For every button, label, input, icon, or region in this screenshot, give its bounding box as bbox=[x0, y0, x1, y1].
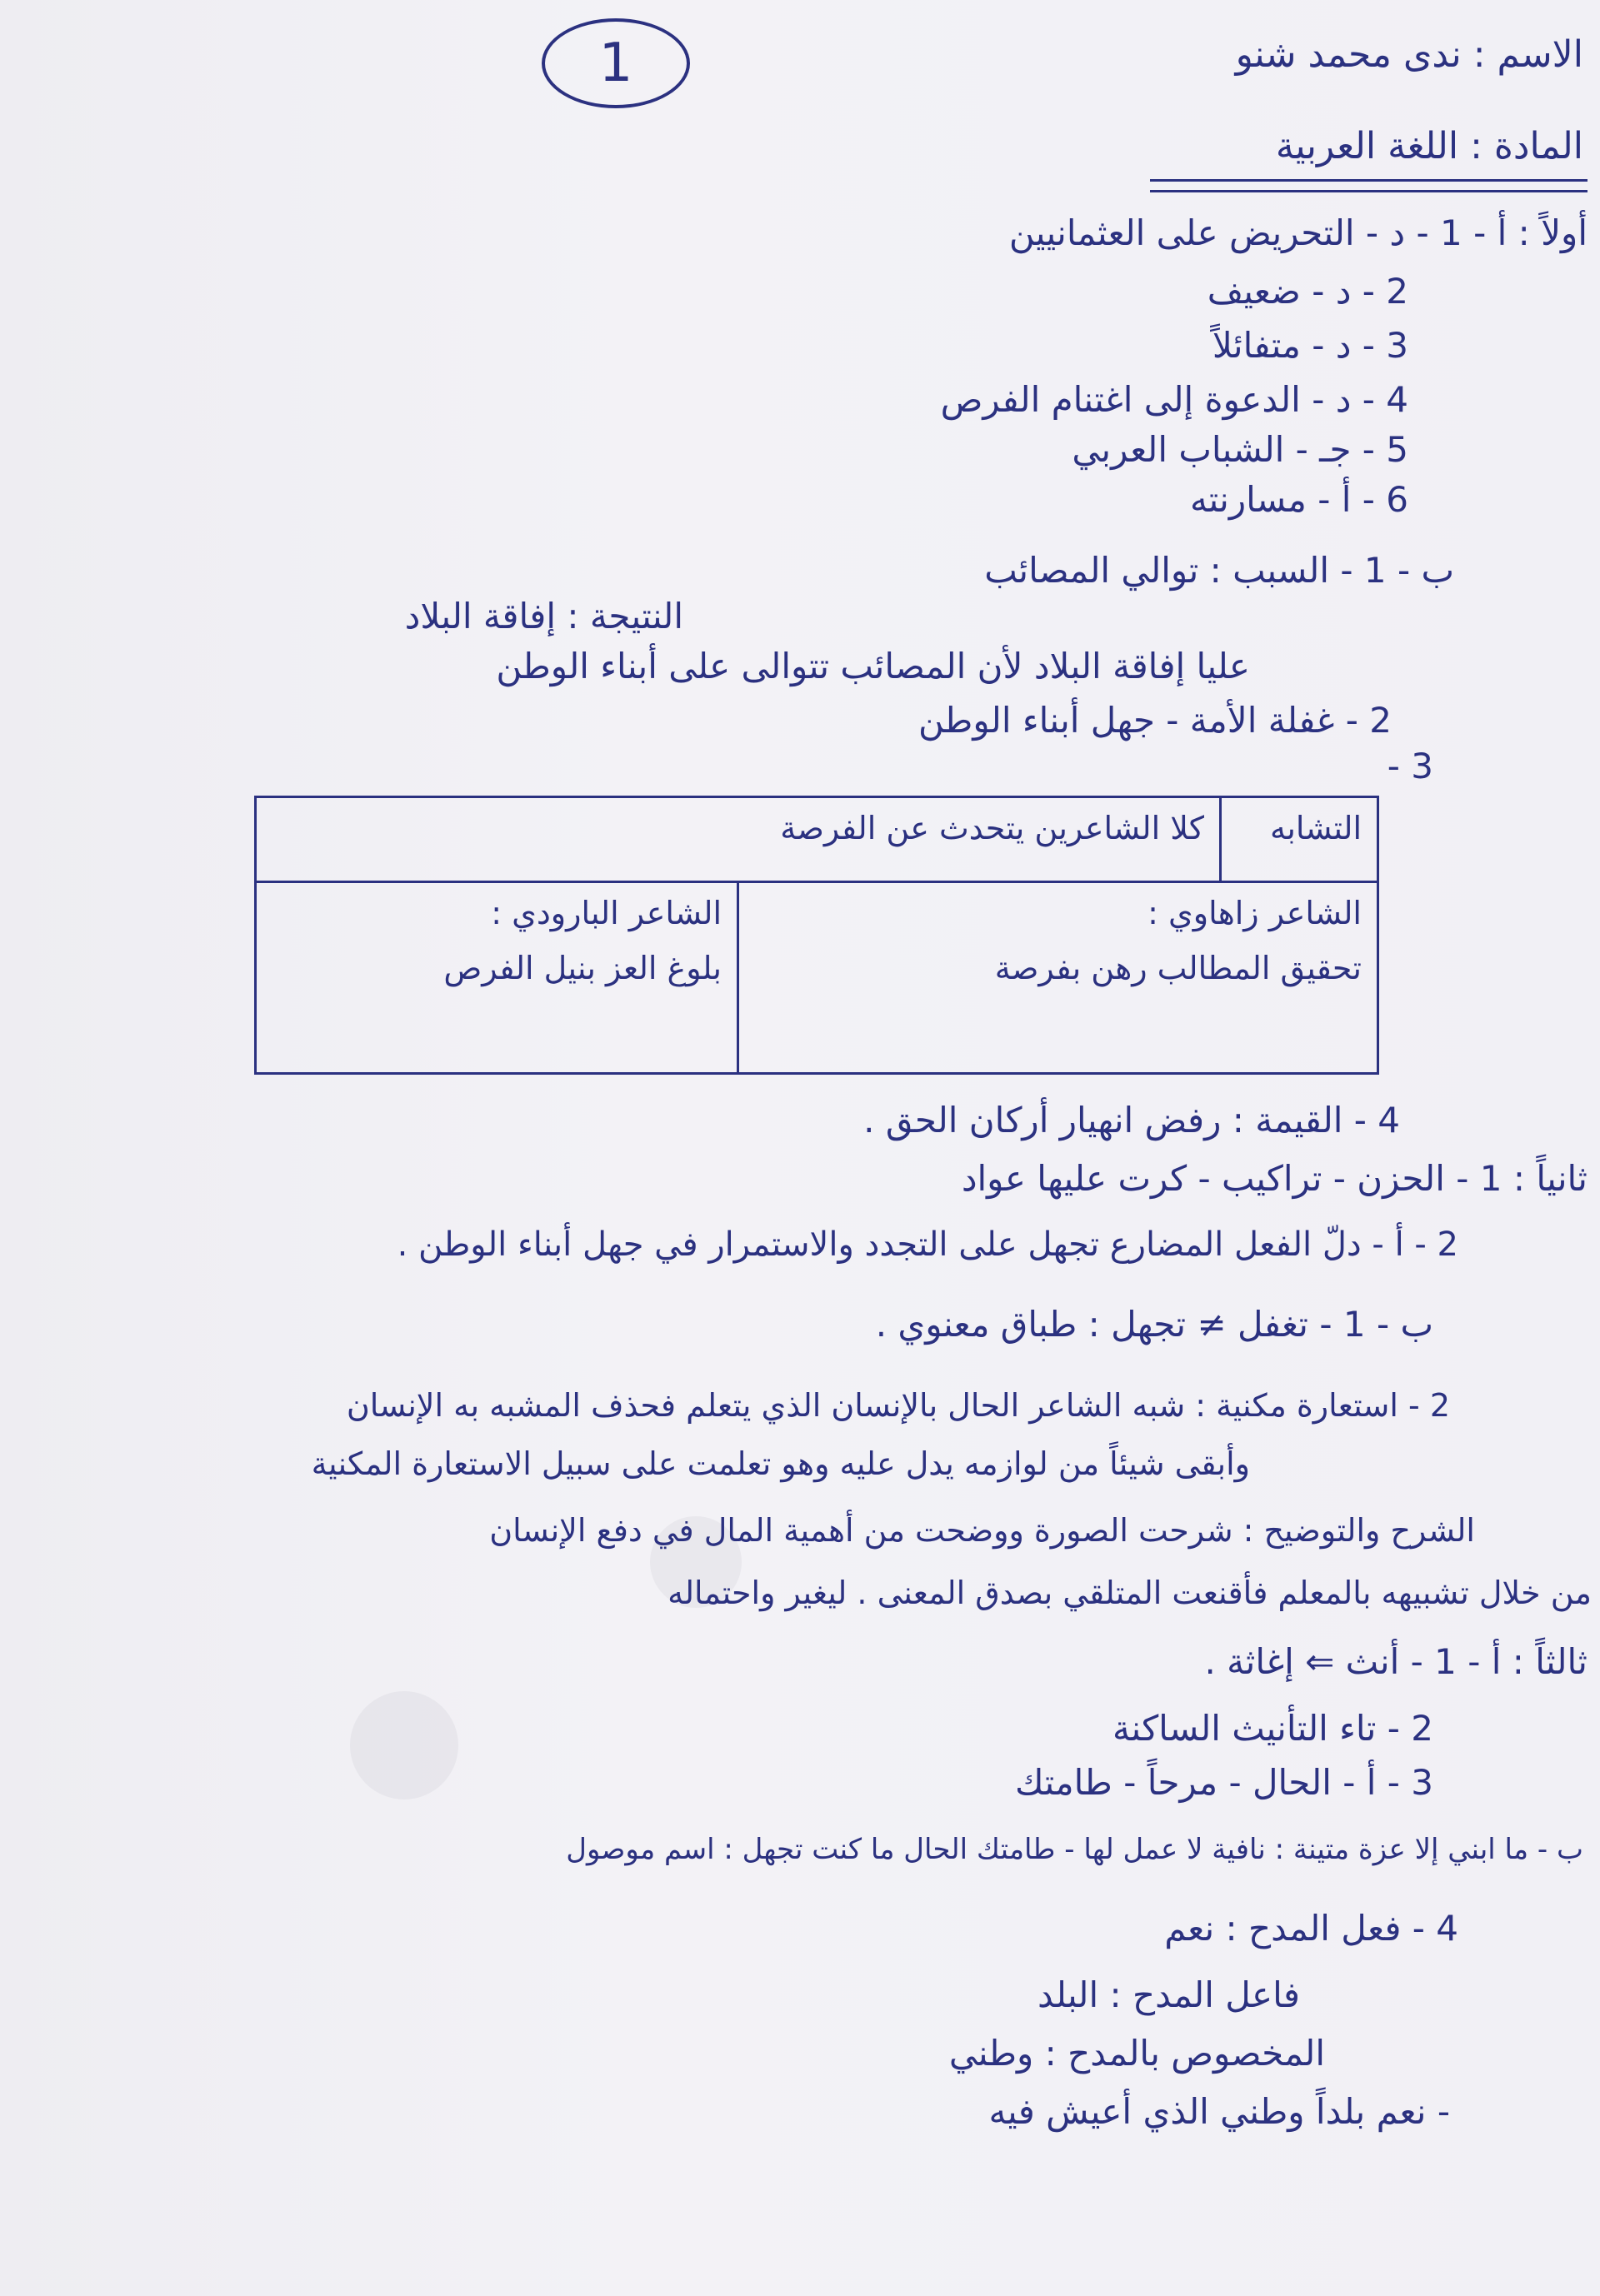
part3-line: 2 - تاء التأنيث الساكنة bbox=[1112, 1708, 1433, 1749]
part1-answer: 3 - د - متفائلاً bbox=[1212, 325, 1408, 366]
part3-line: ب - ما ابني إلا عزة متينة : نافية لا عمل لها - طامتك الحال ما كنت تجهل : اسم موصول bbox=[566, 1833, 1583, 1866]
part3-line: - نعم بلداً وطني الذي أعيش فيه bbox=[988, 2091, 1450, 2132]
part3-line: فاعل المدح : البلد bbox=[1038, 1974, 1300, 2015]
part3-line: المخصوص بالمدح : وطني bbox=[948, 2033, 1325, 2074]
table-cell-right-poet bbox=[256, 882, 738, 1074]
part3-line: 3 - أ - الحال - مرحاً - طامتك bbox=[1015, 1762, 1433, 1803]
part3-line: 4 - فعل المدح : نعم bbox=[1164, 1908, 1458, 1949]
header-underline bbox=[1150, 190, 1588, 192]
part1-answer: 6 - أ - مسارنته bbox=[1189, 479, 1408, 520]
part1-answer: 2 - د - ضعيف bbox=[1207, 271, 1408, 312]
part2-line: 2 - استعارة مكنية : شبه الشاعر الحال بالإنسان الذي يتعلم فحذف المشبه به الإنسان bbox=[346, 1387, 1450, 1424]
part2-line: وأبقى شيئاً من لوازمه يدل عليه وهو تعلمت على سبيل الاستعارة المكنية bbox=[311, 1445, 1250, 1482]
part1-answer: 5 - جـ - الشباب العربي bbox=[1072, 429, 1408, 470]
part2-line: من خلال تشبيهه بالمعلم فأقنعت المتلقي بصدق المعنى . ليغير واحتماله bbox=[668, 1575, 1592, 1611]
b1-sentence: عليا إفاقة البلاد لأن المصائب تتوالى على أبناء الوطن bbox=[496, 646, 1250, 686]
b1-cause: ب - 1 - السبب : توالي المصائب bbox=[984, 550, 1454, 591]
part2-line: الشرح والتوضيح : شرحت الصورة ووضحت من أهمية المال في دفع الإنسان bbox=[489, 1512, 1475, 1549]
b3-label: 3 - bbox=[1387, 746, 1433, 786]
part2-line: ثانياً : 1 - الحزن - تراكيب - كرت عليها عواد bbox=[961, 1158, 1588, 1199]
similarity-label: التشابه bbox=[1221, 797, 1378, 882]
part1-answer: 4 - د - الدعوة إلى اغتنام الفرص bbox=[940, 379, 1408, 420]
part3-line: ثالثاً : أ - 1 - أنث ⇐ إغاثة . bbox=[1204, 1641, 1588, 1682]
student-name: الاسم : ندى محمد شنو bbox=[1235, 33, 1583, 76]
paper-shadow bbox=[350, 1691, 458, 1799]
page-number: 1 bbox=[542, 18, 690, 108]
right-poet-text: بلوغ العز بنيل الفرص bbox=[443, 950, 722, 986]
b4-value: 4 - القيمة : رفض انهيار أركان الحق . bbox=[863, 1100, 1400, 1141]
left-poet-text: تحقيق المطالب رهن بفرصة bbox=[994, 950, 1362, 986]
part1-heading: أولاً : أ - 1 - د - التحريض على العثمانيين bbox=[1008, 212, 1588, 253]
similarity-text: كلا الشاعرين يتحدث عن الفرصة bbox=[256, 797, 1221, 882]
b1-result: النتيجة : إفاقة البلاد bbox=[404, 596, 683, 636]
comparison-table bbox=[254, 796, 1379, 1075]
table-cell-left-poet bbox=[738, 882, 1378, 1074]
b2-line: 2 - غفلة الأمة - جهل أبناء الوطن bbox=[918, 700, 1392, 741]
left-poet-name: الشاعر زاهاوي : bbox=[1148, 895, 1362, 931]
part2-line: 2 - أ - دلّ الفعل المضارع تجهل على التجدد والاستمرار في جهل أبناء الوطن . bbox=[397, 1225, 1458, 1264]
header-underline bbox=[1150, 179, 1588, 182]
part2-line: ب - 1 - تغفل ≠ تجهل : طباق معنوي . bbox=[875, 1304, 1433, 1345]
right-poet-name: الشاعر البارودي : bbox=[491, 895, 722, 931]
subject-line: المادة : اللغة العربية bbox=[1275, 125, 1583, 167]
